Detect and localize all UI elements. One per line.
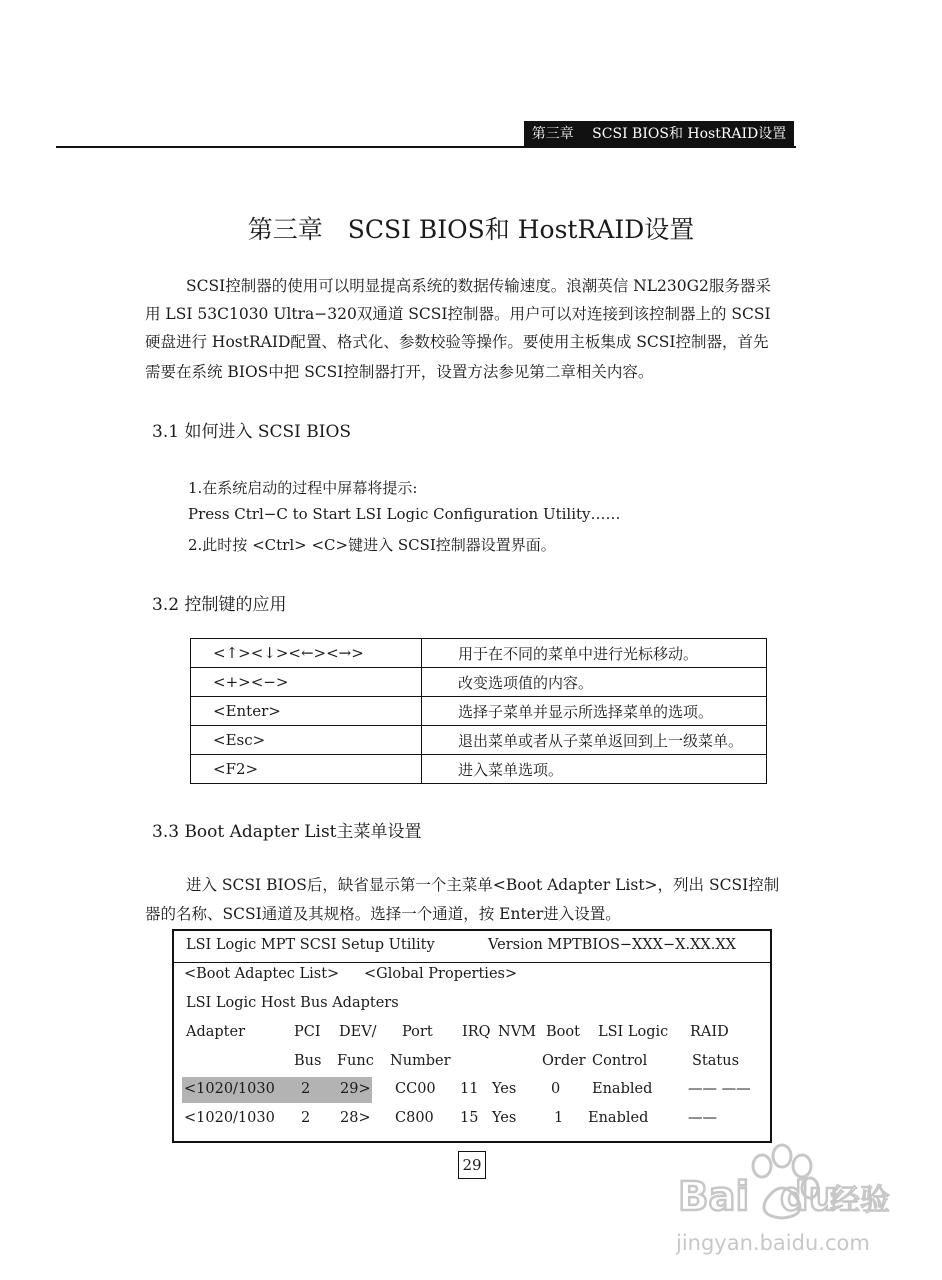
port-number: CC00: [395, 1081, 436, 1097]
irq: 15: [460, 1110, 479, 1126]
adapter-name: <1020/1030: [184, 1110, 275, 1126]
key-description: 退出菜单或者从子菜单返回到上一级菜单。: [422, 726, 767, 755]
irq: 11: [460, 1081, 479, 1097]
baidu-paw-logo-icon: [670, 1138, 900, 1268]
section-heading-3-1: 3.1 如何进入 SCSI BIOS: [152, 422, 352, 442]
intro-line: SCSI控制器的使用可以明显提高系统的数据传输速度。浪潮英信 NL230G2服务器采: [186, 277, 771, 295]
utility-title: LSI Logic MPT SCSI Setup Utility: [186, 937, 435, 953]
bios-screen: [172, 929, 772, 1143]
nvm: Yes: [492, 1110, 517, 1126]
header-rule: [56, 146, 796, 148]
raid-status: ——: [688, 1110, 717, 1126]
table-row: [191, 726, 767, 755]
step-2: 2.此时按 <Ctrl> <C>键进入 SCSI控制器设置界面。: [188, 536, 556, 554]
column-header: NVM: [498, 1024, 537, 1040]
intro-line: 硬盘进行 HostRAID配置、格式化、参数校验等操作。要使用主板集成 SCSI控制器，首先: [145, 333, 769, 351]
column-header: Bus: [294, 1053, 322, 1069]
utility-version: Version MPTBIOS−XXX−X.XX.XX: [488, 937, 736, 953]
column-header: LSI Logic: [598, 1024, 669, 1040]
boot-order: 1: [554, 1110, 564, 1126]
key-cell: <Enter>: [191, 697, 422, 726]
screen-divider: [174, 962, 770, 963]
column-header: IRQ: [462, 1024, 491, 1040]
intro-line: 需要在系统 BIOS中把 SCSI控制器打开，设置方法参见第二章相关内容。: [145, 363, 654, 381]
column-header: PCI: [294, 1024, 321, 1040]
key-cell: <+><−>: [191, 668, 422, 697]
lsi-logic-control: Enabled: [588, 1110, 649, 1126]
ctrl-c-prompt: Press Ctrl−C to Start LSI Logic Configuration Utility……: [188, 505, 621, 523]
section-3-3-line: 进入 SCSI BIOS后，缺省显示第一个主菜单<Boot Adapter List>，列出 SCSI控制: [186, 876, 780, 894]
key-description: 改变选项值的内容。: [422, 668, 767, 697]
column-header: Status: [692, 1053, 740, 1069]
key-cell: <Esc>: [191, 726, 422, 755]
svg-text:Bai: Bai: [678, 1174, 750, 1220]
port-number: C800: [395, 1110, 434, 1126]
svg-text:du: du: [780, 1174, 838, 1220]
column-header: Order: [542, 1053, 586, 1069]
dev-func: 29>: [340, 1081, 371, 1097]
chapter-title: 第三章 SCSI BIOS和 HostRAID设置: [247, 215, 695, 244]
column-header: Port: [402, 1024, 433, 1040]
table-row: [191, 639, 767, 668]
key-cell: <↑><↓><←><→>: [191, 639, 422, 668]
column-header: Control: [592, 1053, 648, 1069]
svg-text:经验: 经验: [830, 1183, 890, 1218]
section-heading-3-2: 3.2 控制键的应用: [152, 595, 287, 615]
intro-line: 用 LSI 53C1030 Ultra−320双通道 SCSI控制器。用户可以对连接到该控制器上的 SCSI: [145, 305, 771, 323]
boot-order: 0: [551, 1081, 561, 1097]
adapters-section-label: LSI Logic Host Bus Adapters: [186, 995, 399, 1011]
key-cell: <F2>: [191, 755, 422, 784]
nvm: Yes: [492, 1081, 517, 1097]
key-description: 进入菜单选项。: [422, 755, 767, 784]
step-1: 1.在系统启动的过程中屏幕将提示:: [188, 479, 418, 497]
column-header: DEV/: [339, 1024, 377, 1040]
pci-bus: 2: [301, 1110, 311, 1126]
table-row: [191, 668, 767, 697]
running-header: 第三章 SCSI BIOS和 HostRAID设置: [524, 121, 794, 147]
column-header: Number: [390, 1053, 451, 1069]
raid-status: —— ——: [688, 1081, 751, 1097]
table-row: [191, 697, 767, 726]
menu-tab-boot-adapter-list[interactable]: <Boot Adaptec List>: [184, 966, 340, 982]
table-row: [191, 755, 767, 784]
control-keys-table: [190, 638, 767, 784]
column-header: Func: [337, 1053, 374, 1069]
baidu-watermark: [670, 1138, 900, 1268]
key-description: 用于在不同的菜单中进行光标移动。: [422, 639, 767, 668]
key-description: 选择子菜单并显示所选择菜单的选项。: [422, 697, 767, 726]
adapter-name: <1020/1030: [184, 1081, 275, 1097]
section-heading-3-3: 3.3 Boot Adapter List主菜单设置: [152, 822, 422, 842]
lsi-logic-control: Enabled: [592, 1081, 653, 1097]
column-header: Boot: [546, 1024, 580, 1040]
dev-func: 28>: [340, 1110, 371, 1126]
page-number: 29: [458, 1151, 486, 1179]
column-header: RAID: [690, 1024, 729, 1040]
svg-text:jingyan.baidu.com: jingyan.baidu.com: [676, 1231, 870, 1255]
menu-tab-global-properties[interactable]: <Global Properties>: [364, 966, 518, 982]
section-3-3-line: 器的名称、SCSI通道及其规格。选择一个通道，按 Enter进入设置。: [145, 905, 621, 923]
column-header: Adapter: [186, 1024, 246, 1040]
pci-bus: 2: [301, 1081, 311, 1097]
